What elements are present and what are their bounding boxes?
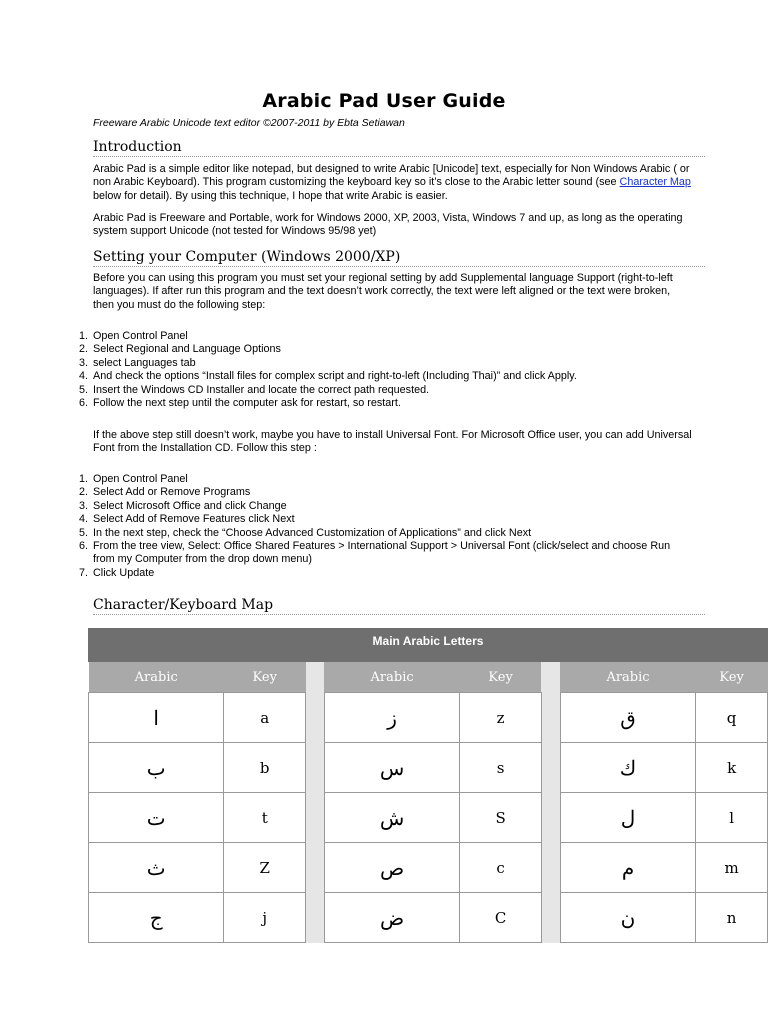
col-header-key: Key xyxy=(460,662,542,693)
arabic-letter-cell: ت xyxy=(89,793,224,843)
col-header-arabic: Arabic xyxy=(324,662,459,693)
list-item-number: 5. xyxy=(78,526,88,539)
list-item-number: 1. xyxy=(78,473,88,485)
table-row xyxy=(89,893,768,943)
key-cell: n xyxy=(696,893,768,943)
list-item-text: Click Update xyxy=(93,566,155,579)
table-header-row xyxy=(89,662,768,693)
list-item-text: And check the options “Install files for complex script and right-to-left (Including Thai)” and click Apply. xyxy=(93,370,577,383)
col-header-key: Key xyxy=(224,662,306,693)
arabic-letter-cell: س xyxy=(324,743,459,793)
list-item xyxy=(78,486,673,499)
key-cell: Z xyxy=(224,843,306,893)
table-row xyxy=(89,793,768,843)
arabic-letter-cell: ب xyxy=(89,743,224,793)
arabic-letter-cell: ن xyxy=(560,893,695,943)
column-gap xyxy=(306,743,325,793)
key-cell: q xyxy=(696,693,768,743)
arabic-letter-cell: ج xyxy=(89,893,224,943)
key-cell: l xyxy=(696,793,768,843)
list-item xyxy=(78,383,673,397)
arabic-letter-cell: ز xyxy=(324,693,459,743)
list-item-text: From the tree view, Select: Office Shared Features > International Support > Universal Font (click/select and choose Run from my Computer from the drop down menu) xyxy=(93,540,671,566)
column-gap xyxy=(541,743,560,793)
column-gap xyxy=(306,662,325,693)
key-cell: k xyxy=(696,743,768,793)
character-map-link[interactable]: Character Map xyxy=(619,176,691,189)
arabic-letter-cell: ث xyxy=(89,843,224,893)
table-row xyxy=(89,693,768,743)
list-item-text: Open Control Panel xyxy=(93,473,188,485)
keymap-heading: Character/Keyboard Map xyxy=(93,597,705,615)
list-item-number: 2. xyxy=(78,343,88,356)
list-item xyxy=(78,513,673,526)
list-item-text: In the next step, check the “Choose Advanced Customization of Applications” and click Next xyxy=(93,526,532,539)
list-item-text: Insert the Windows CD Installer and locate the correct path requested. xyxy=(93,383,430,396)
column-gap xyxy=(541,693,560,743)
col-header-key: Key xyxy=(696,662,768,693)
table-row xyxy=(89,743,768,793)
column-gap xyxy=(306,893,325,943)
list-item-number: 1. xyxy=(78,330,88,342)
arabic-letter-cell: م xyxy=(560,843,695,893)
key-cell: s xyxy=(460,743,542,793)
list-item-number: 7. xyxy=(78,566,88,579)
setup-paragraph-1: Before you can using this program you must set your regional setting by add Supplemental language Support (right-to-left languages). If after run this program and the text doesn’t work correctly, the text were left aligned or the text were broken, then you must do the following step: xyxy=(93,272,673,311)
list-item-number: 4. xyxy=(78,513,88,526)
key-cell: j xyxy=(224,893,306,943)
list-item xyxy=(78,356,673,370)
arabic-letter-cell: ش xyxy=(324,793,459,843)
list-item xyxy=(78,330,673,343)
arabic-letter-cell: ض xyxy=(324,893,459,943)
list-item-text: Select Add of Remove Features click Next xyxy=(93,513,295,526)
list-item-text: Follow the next step until the computer ask for restart, so restart. xyxy=(93,397,401,410)
key-cell: b xyxy=(224,743,306,793)
list-item-number: 4. xyxy=(78,370,88,383)
list-item-text: select Languages tab xyxy=(93,356,196,369)
list-item-number: 6. xyxy=(78,540,88,553)
key-cell: m xyxy=(696,843,768,893)
arabic-letter-cell: ق xyxy=(560,693,695,743)
intro-heading: Introduction xyxy=(93,139,705,157)
list-item-number: 3. xyxy=(78,356,88,369)
page-subtitle: Freeware Arabic Unicode text editor ©2007-2011 by Ebta Setiawan xyxy=(93,117,405,129)
keymap-table xyxy=(88,628,768,930)
column-gap xyxy=(541,893,560,943)
intro-paragraph-2: Arabic Pad is Freeware and Portable, work for Windows 2000, XP, 2003, Vista, Windows 7 and up, as long as the operating system support Unicode (not tested for Windows 95/98 yet) xyxy=(93,212,683,238)
list-item-text: Select Microsoft Office and click Change xyxy=(93,499,287,512)
list-item-number: 6. xyxy=(78,397,88,410)
column-gap xyxy=(541,793,560,843)
arabic-letter-cell: ص xyxy=(324,843,459,893)
key-cell: t xyxy=(224,793,306,843)
setup-paragraph-2: If the above step still doesn’t work, maybe you have to install Universal Font. For Microsoft Office user, you can add Universal Font from the Installation CD. Follow this step : xyxy=(93,429,692,455)
setup-steps-list xyxy=(78,330,673,410)
column-gap xyxy=(541,662,560,693)
arabic-letter-cell: ا xyxy=(89,693,224,743)
list-item xyxy=(78,566,673,580)
list-item xyxy=(78,343,673,356)
column-gap xyxy=(541,843,560,893)
arabic-letter-cell: ك xyxy=(560,743,695,793)
column-gap xyxy=(306,843,325,893)
col-header-arabic: Arabic xyxy=(89,662,224,693)
key-cell: a xyxy=(224,693,306,743)
intro-paragraph-1 xyxy=(93,163,693,203)
col-header-arabic: Arabic xyxy=(560,662,695,693)
list-item-text: Select Add or Remove Programs xyxy=(93,486,251,499)
key-cell: c xyxy=(460,843,542,893)
font-steps-list xyxy=(78,473,673,580)
list-item xyxy=(78,473,673,486)
list-item xyxy=(78,370,673,383)
intro-text-b: below for detail). By using this technique, I hope that write Arabic is easier. xyxy=(93,189,448,202)
key-cell: z xyxy=(460,693,542,743)
setup-heading: Setting your Computer (Windows 2000/XP) xyxy=(93,249,705,267)
list-item xyxy=(78,397,673,410)
list-item-number: 5. xyxy=(78,383,88,396)
list-item xyxy=(78,499,673,513)
list-item xyxy=(78,540,673,567)
column-gap xyxy=(306,693,325,743)
list-item xyxy=(78,526,673,540)
intro-text-a: Arabic Pad is a simple editor like notepad, but designed to write Arabic [Unicode] text, especially for Non Windows Arabic ( or non Arabic Keyboard). This program customizing the keyboard key so it’s close to the Arabic letter sound (see xyxy=(93,163,690,189)
page-title: Arabic Pad User Guide xyxy=(262,90,506,112)
list-item-text: Select Regional and Language Options xyxy=(93,343,281,356)
keymap-grid xyxy=(88,662,768,943)
table-title: Main Arabic Letters xyxy=(88,628,768,662)
list-item-text: Open Control Panel xyxy=(93,330,188,342)
list-item-number: 3. xyxy=(78,499,88,512)
table-row xyxy=(89,843,768,893)
key-cell: C xyxy=(460,893,542,943)
arabic-letter-cell: ل xyxy=(560,793,695,843)
column-gap xyxy=(306,793,325,843)
key-cell: S xyxy=(460,793,542,843)
list-item-number: 2. xyxy=(78,486,88,499)
